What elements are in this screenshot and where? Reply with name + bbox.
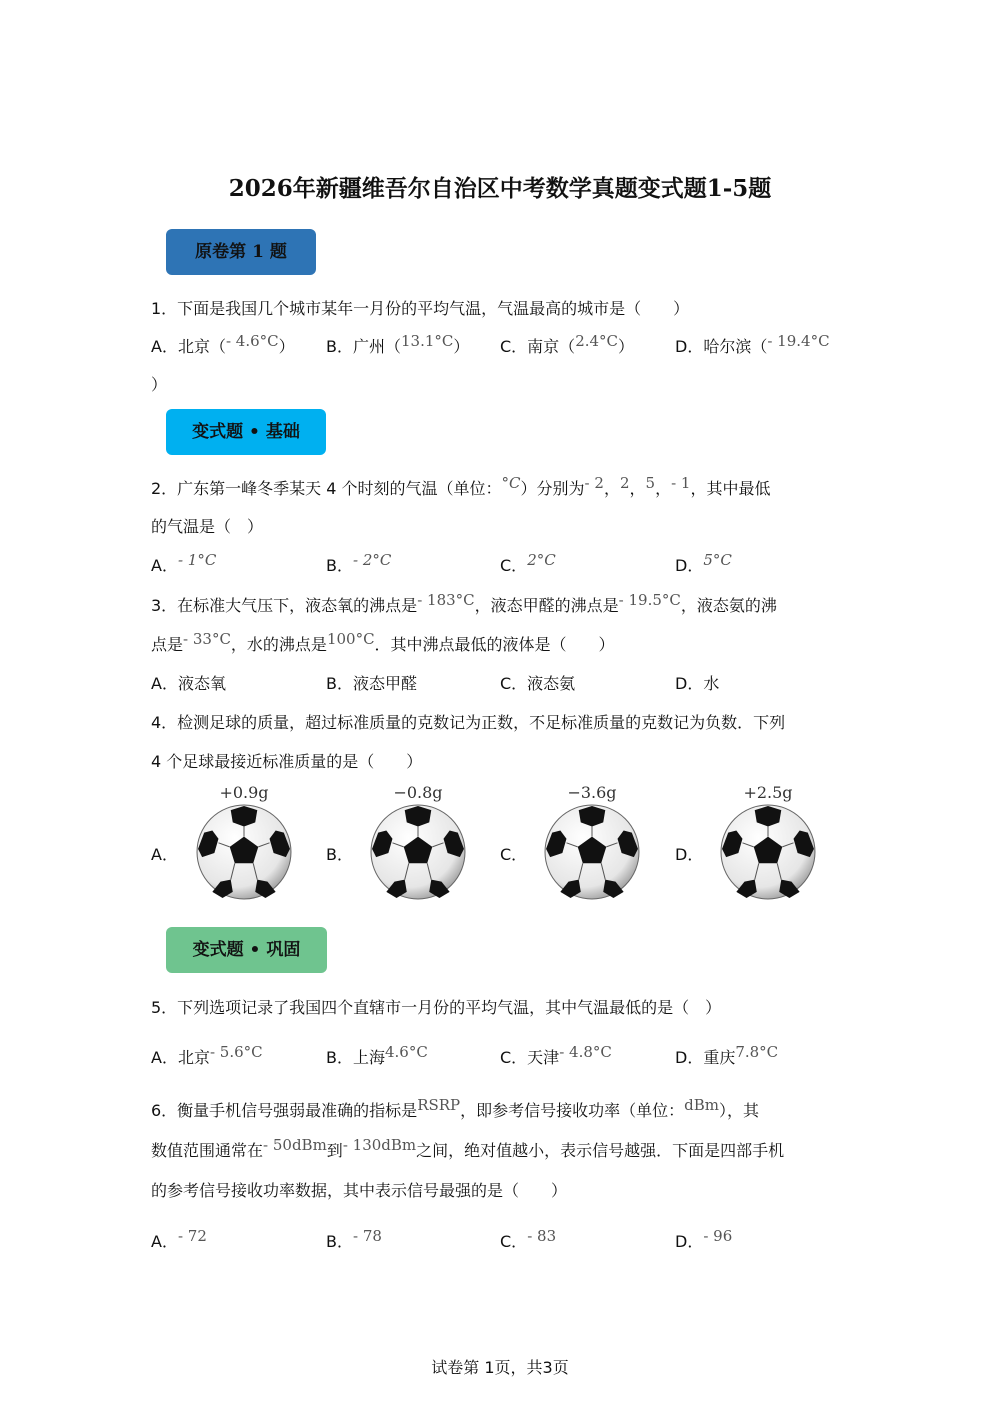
q4-option-b-label: B． — [326, 845, 353, 864]
q4-mass-b: −0.8g — [393, 783, 443, 802]
page-footer: 试卷第 1页，共3页 — [431, 1358, 569, 1377]
section-badge-basic: 变式题 • 基础 — [166, 409, 326, 455]
q5-option-a: A．北京- 5.6°C — [151, 1043, 263, 1067]
q6-option-d: D．- 96 — [675, 1227, 733, 1251]
q2-stem-line1: 2．广东第一峰冬季某天 4 个时刻的气温（单位：°C）分别为- 2，2，5，- 1，其中最低 — [151, 474, 771, 498]
q2-stem-line2: 的气温是（ ） — [151, 517, 264, 536]
q4-mass-a: +0.9g — [219, 783, 269, 802]
q4-stem-line2: 4 个足球最接近标准质量的是（ ） — [151, 752, 423, 771]
q2-option-d: D．5°C — [675, 551, 732, 575]
q2-option-a: A．- 1°C — [151, 551, 217, 575]
q1-option-a: A．北京（- 4.6°C） — [151, 332, 295, 356]
q1-option-d-close: ） — [151, 375, 168, 394]
q4-option-a-label: A． — [151, 845, 178, 864]
q4-option-c-label: C． — [500, 845, 528, 864]
q1-option-b: B．广州（13.1°C） — [326, 332, 470, 356]
q3-stem-line2: 点是- 33°C，水的沸点是100°C．其中沸点最低的液体是（ ） — [151, 630, 615, 654]
q4-mass-c: −3.6g — [567, 783, 617, 802]
q6-option-a: A．- 72 — [151, 1227, 207, 1251]
section-badge-original: 原卷第 1 题 — [166, 229, 316, 275]
q5-option-b: B．上海4.6°C — [326, 1043, 428, 1067]
section-badge-consolidate: 变式题 • 巩固 — [166, 927, 327, 973]
q6-option-b: B．- 78 — [326, 1227, 382, 1251]
q5-stem: 5．下列选项记录了我国四个直辖市一月份的平均气温，其中气温最低的是（ ） — [151, 998, 722, 1017]
q3-option-d: D．水 — [675, 674, 720, 693]
q5-option-d: D．重庆7.8°C — [675, 1043, 779, 1067]
q2-option-c: C．2°C — [500, 551, 556, 575]
q4-option-d-label: D． — [675, 845, 704, 864]
q5-option-c: C．天津- 4.8°C — [500, 1043, 612, 1067]
q1-option-c: C．南京（2.4°C） — [500, 332, 635, 356]
q3-stem-line1: 3．在标准大气压下，液态氧的沸点是- 183°C，液态甲醛的沸点是- 19.5°C，液态氨的沸 — [151, 591, 777, 615]
q6-stem-line2: 数值范围通常在- 50dBm到- 130dBm之间，绝对值越小，表示信号越强．下面是四部手机 — [151, 1136, 785, 1160]
soccer-ball-b — [370, 804, 466, 900]
q4-stem-line1: 4．检测足球的质量，超过标准质量的克数记为正数，不足标准质量的克数记为负数．下列 — [151, 713, 786, 732]
soccer-ball-a — [196, 804, 292, 900]
q3-option-c: C．液态氨 — [500, 674, 576, 693]
q3-option-b: B．液态甲醛 — [326, 674, 417, 693]
q1-stem: 1．下面是我国几个城市某年一月份的平均气温，气温最高的城市是（ ） — [151, 299, 690, 318]
q3-option-a: A．液态氧 — [151, 674, 226, 693]
q6-stem-line3: 的参考信号接收功率数据，其中表示信号最强的是（ ） — [151, 1181, 568, 1200]
soccer-ball-c — [544, 804, 640, 900]
soccer-ball-d — [720, 804, 816, 900]
q4-mass-d: +2.5g — [743, 783, 793, 802]
q6-option-c: C．- 83 — [500, 1227, 557, 1251]
q1-option-d: D．哈尔滨（- 19.4°C — [675, 332, 830, 356]
q6-stem-line1: 6．衡量手机信号强弱最准确的指标是RSRP，即参考信号接收功率（单位：dBm），其 — [151, 1096, 760, 1120]
q2-option-b: B．- 2°C — [326, 551, 392, 575]
page-title: 2026年新疆维吾尔自治区中考数学真题变式题1-5题 — [228, 175, 772, 202]
